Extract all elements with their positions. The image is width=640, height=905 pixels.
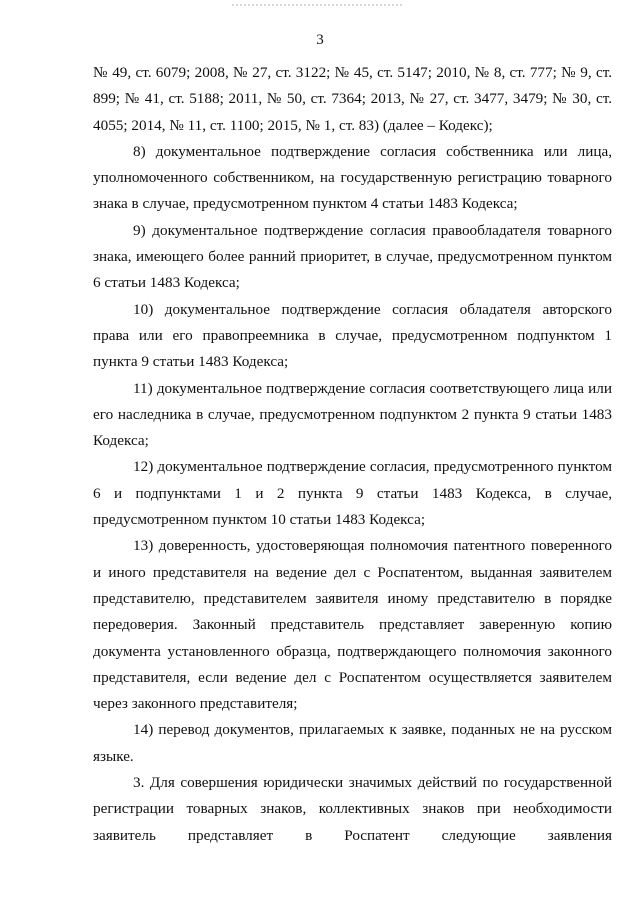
document-body bbox=[93, 60, 612, 849]
list-item-12: 12) документальное подтверждение согласия, предусмотренного пунктом 6 и подпунктами 1 и 2 пункта 9 статьи 1483 Кодекса, в случае, предусмотренном пунктом 10 статьи 1483 Кодекса; bbox=[93, 458, 612, 529]
list-item-8: 8) документальное подтверждение согласия собственника или лица, уполномоченного собственником, на государственную регистрацию товарного знака в случае, предусмотренном пунктом 4 статьи 1483 Кодекса; bbox=[93, 142, 612, 213]
list-item-14: 14) перевод документов, прилагаемых к заявке, поданных не на русском языке. bbox=[93, 721, 612, 765]
list-item-10: 10) документальное подтверждение согласия обладателя авторского права или его правопреемника в случае, предусмотренном подпунктом 1 пункта 9 статьи 1483 Кодекса; bbox=[93, 300, 612, 371]
list-item-13: 13) доверенность, удостоверяющая полномочия патентного поверенного и иного представителя на ведение дел с Роспатентом, выданная заявителем представителю, представителем заявителя иному представителю в порядке передоверия. Законный представитель представляет заверенную копию документа установленного образца, подтверждающего полномочия законного представителя, если ведение дел с Роспатентом осуществляется заявителем через законного представителя; bbox=[93, 537, 612, 713]
page-number: 3 bbox=[316, 32, 324, 48]
section-3-paragraph: 3. Для совершения юридически значимых действий по государственной регистрации товарных знаков, коллективных знаков при необходимости заявитель представляет в Роспатент следующие заявления bbox=[93, 774, 612, 844]
paragraph-citation-continuation: № 49, ст. 6079; 2008, № 27, ст. 3122; № 45, ст. 5147; 2010, № 8, ст. 777; № 9, ст. 899; № 41, ст. 5188; 2011, № 50, ст. 7364; 2013, № 27, ст. 3477, 3479; № 30, ст. 4055; 2014, № 11, ст. 1100; 2015, № 1, ст. 83) (далее – Кодекс); bbox=[93, 64, 612, 134]
scan-edge-mark bbox=[232, 0, 402, 6]
list-item-11: 11) документальное подтверждение согласия соответствующего лица или его наследника в случае, предусмотренном подпунктом 2 пункта 9 статьи 1483 Кодекса; bbox=[93, 379, 612, 450]
list-item-9: 9) документальное подтверждение согласия правообладателя товарного знака, имеющего более ранний приоритет, в случае, предусмотренном пунктом 6 статьи 1483 Кодекса; bbox=[93, 221, 612, 292]
